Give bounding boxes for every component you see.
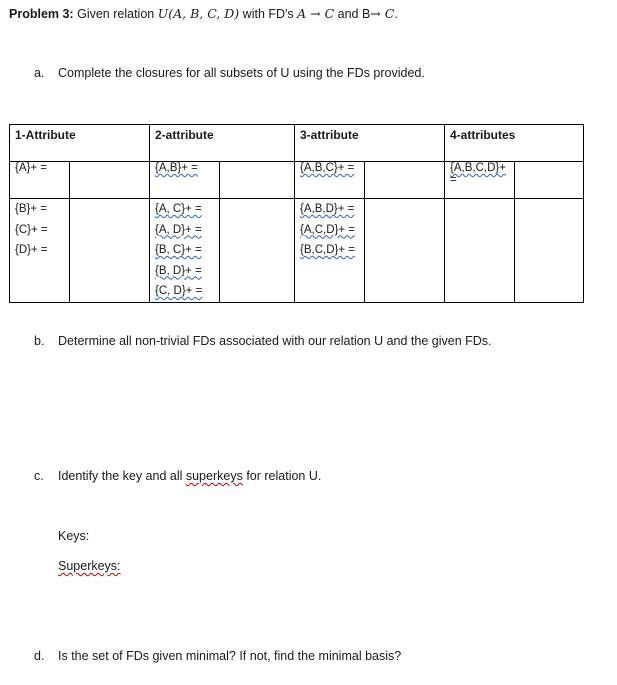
answer-cell[interactable]	[70, 199, 150, 303]
closure-cell: {A}+ =	[10, 162, 70, 199]
superkeys-label: Superkeys:	[58, 559, 121, 573]
question-text: Identify the key and all	[58, 469, 186, 483]
relation-schema: U(A, B, C, D)	[157, 6, 240, 21]
title-text: Given relation	[77, 7, 158, 21]
answer-cell[interactable]	[365, 162, 445, 199]
header-2-attribute: 2-attribute	[150, 125, 295, 162]
closure-text: {A,B}+ =	[155, 162, 198, 174]
closure-cd	[155, 281, 219, 302]
question-text: Determine all non-trivial FDs associated with our relation U and the given FDs.	[58, 334, 492, 348]
question-b	[34, 334, 492, 348]
question-text: Is the set of FDs given minimal? If not, find the minimal basis?	[58, 649, 402, 663]
question-a	[34, 66, 425, 80]
keys-label: Keys:	[58, 529, 90, 543]
closure-cell	[295, 162, 365, 199]
closure-abd	[300, 199, 364, 220]
header-3-attribute: 3-attribute	[295, 125, 445, 162]
closure-ac	[155, 199, 219, 220]
question-text-superkeys: superkeys	[185, 469, 243, 483]
empty-cell	[445, 199, 515, 303]
question-text: Complete the closures for all subsets of U using the FDs provided.	[58, 66, 425, 80]
closure-text: {A,B,C,D}+	[450, 162, 506, 174]
closure-d: {D}+ =	[15, 244, 48, 256]
question-d	[34, 649, 401, 663]
answer-cell[interactable]	[220, 199, 295, 303]
closure-text: {A,B,C}+ =	[300, 162, 355, 174]
question-letter: b.	[34, 334, 45, 348]
closure-acd	[300, 220, 364, 241]
question-c	[34, 469, 321, 483]
closure-cell	[150, 162, 220, 199]
closure-text: {A, C}+ =	[155, 203, 202, 215]
closures-table	[9, 124, 584, 303]
closure-text: {B,C,D}+ =	[300, 244, 355, 256]
closure-bc	[155, 240, 219, 261]
question-letter: d.	[34, 649, 45, 663]
answer-cell[interactable]	[515, 162, 584, 199]
closure-cell	[150, 199, 220, 303]
answer-cell[interactable]	[365, 199, 445, 303]
closure-text: {A,C,D}+ =	[300, 223, 355, 236]
closure-text: {B, D}+ =	[155, 264, 202, 277]
problem-label: Problem 3:	[9, 7, 74, 21]
closure-text: {A,B,D}+ =	[300, 203, 355, 215]
fd-a-to-c: A → C	[297, 6, 335, 21]
closure-cell	[10, 199, 70, 303]
question-text: for relation U.	[242, 469, 322, 483]
closure-ad	[155, 220, 219, 241]
title-text: with FD's	[239, 7, 298, 21]
closure-equals: =	[450, 174, 457, 186]
header-1-attribute: 1-Attribute	[10, 125, 150, 162]
closure-cell	[445, 162, 515, 199]
closure-text: {C, D}+ =	[155, 285, 203, 297]
closure-bcd	[300, 240, 364, 261]
problem-title	[9, 6, 398, 21]
closure-c: {C}+ =	[15, 223, 48, 236]
closure-b: {B}+ =	[15, 203, 47, 215]
closure-text: {A, D}+ =	[155, 223, 202, 236]
answer-cell[interactable]	[70, 162, 150, 199]
header-4-attributes: 4-attributes	[445, 125, 584, 162]
closure-cell	[295, 199, 365, 303]
question-letter: c.	[34, 469, 44, 483]
answer-cell[interactable]	[220, 162, 295, 199]
answer-cell[interactable]	[515, 199, 584, 303]
fd-b-to-c: → C	[370, 6, 395, 21]
question-letter: a.	[34, 66, 45, 80]
title-period: .	[394, 7, 398, 21]
closure-text: {B, C}+ =	[155, 244, 202, 256]
title-text: and B	[334, 7, 371, 21]
closure-bd	[155, 261, 219, 282]
